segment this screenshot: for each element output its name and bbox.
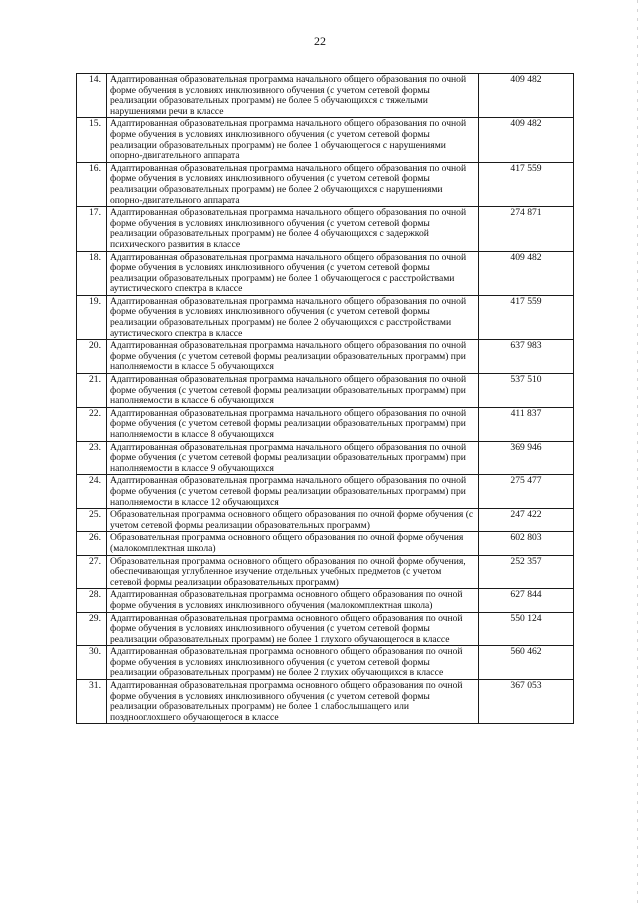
norm-value: 637 983 [479, 340, 574, 374]
row-number: 15. [77, 118, 107, 162]
table-row [77, 475, 574, 509]
table-row [77, 251, 574, 295]
norm-value: 537 510 [479, 374, 574, 408]
program-name: Адаптированная образовательная программа начального общего образования по очной форме обучения (с учетом сетевой формы реализации образовательных программ) при наполняемости в классе 5 обучающихся [107, 340, 479, 374]
page-number: 22 [314, 34, 326, 48]
norm-value: 411 837 [479, 407, 574, 441]
row-number: 26. [77, 532, 107, 555]
program-name: Адаптированная образовательная программа начального общего образования по очной форме обучения в условиях инклюзивного обучения (с учетом сетевой формы реализации образовательных программ) не более 5 обучающихся с тяжелыми нарушениями речи в классе [107, 74, 479, 118]
norm-value: 367 053 [479, 680, 574, 724]
table-row [77, 340, 574, 374]
row-number: 30. [77, 646, 107, 680]
norm-value: 247 422 [479, 509, 574, 532]
norm-value: 602 803 [479, 532, 574, 555]
table-row [77, 555, 574, 589]
program-name: Адаптированная образовательная программа основного общего образования по очной форме обучения в условиях инклюзивного обучения (малокомплектная школа) [107, 589, 479, 612]
table-row [77, 680, 574, 724]
row-number: 24. [77, 475, 107, 509]
norm-value: 274 871 [479, 207, 574, 251]
table-row [77, 74, 574, 118]
row-number: 27. [77, 555, 107, 589]
norm-value: 275 477 [479, 475, 574, 509]
norm-value: 417 559 [479, 295, 574, 339]
program-name: Адаптированная образовательная программа основного общего образования по очной форме обучения в условиях инклюзивного обучения (с учетом сетевой формы реализации образовательных программ) не более 2 глухих обучающихся в классе [107, 646, 479, 680]
program-name: Адаптированная образовательная программа начального общего образования по очной форме обучения (с учетом сетевой формы реализации образовательных программ) при наполняемости в классе 9 обучающихся [107, 441, 479, 475]
program-name: Адаптированная образовательная программа начального общего образования по очной форме обучения в условиях инклюзивного обучения (с учетом сетевой формы реализации образовательных программ) не более 1 обучающегося с нарушениями опорно-двигательного аппарата [107, 118, 479, 162]
program-name: Образовательная программа основного общего образования по очной форме обучения, обеспечивающая углубленное изучение отдельных учебных предметов (с учетом сетевой формы реализации образовательных программ) [107, 555, 479, 589]
norm-value: 409 482 [479, 74, 574, 118]
table-row [77, 295, 574, 339]
row-number: 14. [77, 74, 107, 118]
row-number: 28. [77, 589, 107, 612]
scan-edge-mark [637, 0, 638, 905]
norm-value: 627 844 [479, 589, 574, 612]
row-number: 18. [77, 251, 107, 295]
program-name: Адаптированная образовательная программа начального общего образования по очной форме обучения в условиях инклюзивного обучения (с учетом сетевой формы реализации образовательных программ) не более 2 обучающихся с нарушениями опорно-двигательного аппарата [107, 162, 479, 206]
program-name: Адаптированная образовательная программа основного общего образования по очной форме обучения в условиях инклюзивного обучения (с учетом сетевой формы реализации образовательных программ) не более 1 глухого обучающегося в классе [107, 612, 479, 646]
norm-value: 550 124 [479, 612, 574, 646]
program-name: Адаптированная образовательная программа начального общего образования по очной форме обучения (с учетом сетевой формы реализации образовательных программ) при наполняемости в классе 8 обучающихся [107, 407, 479, 441]
table-row [77, 532, 574, 555]
program-name: Адаптированная образовательная программа начального общего образования по очной форме обучения в условиях инклюзивного обучения (с учетом сетевой формы реализации образовательных программ) не более 4 обучающихся с задержкой психического развития в классе [107, 207, 479, 251]
table-row [77, 162, 574, 206]
program-name: Адаптированная образовательная программа начального общего образования по очной форме обучения в условиях инклюзивного обучения (с учетом сетевой формы реализации образовательных программ) не более 2 обучающихся с расстройствами аутистического спектра в классе [107, 295, 479, 339]
program-name: Адаптированная образовательная программа начального общего образования по очной форме обучения в условиях инклюзивного обучения (с учетом сетевой формы реализации образовательных программ) не более 1 обучающегося с расстройствами аутистического спектра в классе [107, 251, 479, 295]
row-number: 21. [77, 374, 107, 408]
row-number: 25. [77, 509, 107, 532]
row-number: 20. [77, 340, 107, 374]
table-row [77, 589, 574, 612]
table-row [77, 612, 574, 646]
row-number: 19. [77, 295, 107, 339]
row-number: 23. [77, 441, 107, 475]
program-name: Образовательная программа основного общего образования по очной форме обучения (с учетом сетевой формы реализации образовательных программ) [107, 509, 479, 532]
row-number: 16. [77, 162, 107, 206]
tariff-table [76, 73, 574, 724]
table-row [77, 407, 574, 441]
row-number: 22. [77, 407, 107, 441]
program-name: Адаптированная образовательная программа начального общего образования по очной форме обучения (с учетом сетевой формы реализации образовательных программ) при наполняемости в классе 12 обучающихся [107, 475, 479, 509]
norm-value: 369 946 [479, 441, 574, 475]
table-row [77, 441, 574, 475]
norm-value: 417 559 [479, 162, 574, 206]
program-name: Адаптированная образовательная программа начального общего образования по очной форме обучения (с учетом сетевой формы реализации образовательных программ) при наполняемости в классе 6 обучающихся [107, 374, 479, 408]
norm-value: 560 462 [479, 646, 574, 680]
norm-value: 409 482 [479, 118, 574, 162]
table-row [77, 207, 574, 251]
table-row [77, 374, 574, 408]
row-number: 31. [77, 680, 107, 724]
norm-value: 409 482 [479, 251, 574, 295]
table-row [77, 118, 574, 162]
table-body [77, 74, 574, 724]
row-number: 17. [77, 207, 107, 251]
norm-value: 252 357 [479, 555, 574, 589]
program-name: Образовательная программа основного общего образования по очной форме обучения (малокомплектная школа) [107, 532, 479, 555]
program-name: Адаптированная образовательная программа основного общего образования по очной форме обучения в условиях инклюзивного обучения (с учетом сетевой формы реализации образовательных программ) не более 1 слабослышащего или позднооглохшего обучающегося в классе [107, 680, 479, 724]
row-number: 29. [77, 612, 107, 646]
table-row [77, 646, 574, 680]
table-row [77, 509, 574, 532]
